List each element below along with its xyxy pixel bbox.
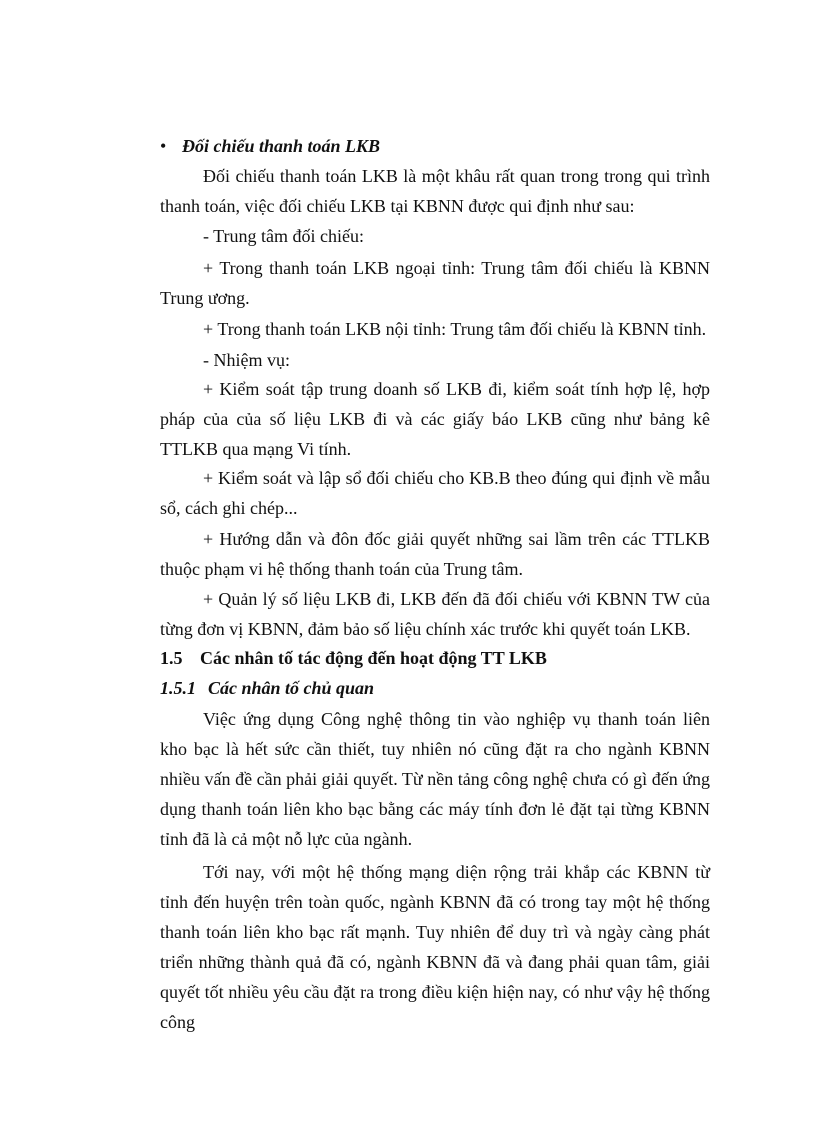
section-heading <box>160 643 710 673</box>
paragraph: + Trong thanh toán LKB ngoại tỉnh: Trung tâm đối chiếu là KBNN Trung ương. <box>160 258 710 308</box>
paragraph: Đối chiếu thanh toán LKB là một khâu rất quan trong trong qui trình thanh toán, việc đối chiếu LKB tại KBNN được qui định như sau: <box>160 166 710 216</box>
bullet-heading <box>160 131 710 161</box>
bullet-icon: • <box>160 136 167 156</box>
paragraph: + Kiểm soát và lập sổ đối chiếu cho KB.B theo đúng qui định về mẫu sổ, cách ghi chép... <box>160 468 710 518</box>
subsection-title: Các nhân tố chủ quan <box>208 678 375 698</box>
paragraph: Tới nay, với một hệ thống mạng diện rộng trải khắp các KBNN từ tỉnh đến huyện trên toàn quốc, ngành KBNN đã có trong tay một hệ thống thanh toán liên kho bạc rất mạnh. Tuy nhiên để duy trì và ngày càng phát triển những thành quả đã có, ngành KBNN đã và đang phải quan tâm, giải quyết tốt nhiều yêu cầu đặt ra trong điều kiện hiện nay, có như vậy hệ thống công <box>160 862 710 1032</box>
paragraph: - Nhiệm vụ: <box>203 350 290 370</box>
paragraph: + Quản lý số liệu LKB đi, LKB đến đã đối chiếu với KBNN TW của từng đơn vị KBNN, đảm bảo số liệu chính xác trước khi quyết toán LKB. <box>160 589 710 639</box>
paragraph: + Kiểm soát tập trung doanh số LKB đi, kiểm soát tính hợp lệ, hợp pháp của của số liệu LKB đi và các giấy báo LKB cũng như bảng kê TTLKB qua mạng Vi tính. <box>160 379 710 459</box>
paragraph: - Trung tâm đối chiếu: <box>203 226 364 246</box>
paragraph: Việc ứng dụng Công nghệ thông tin vào nghiệp vụ thanh toán liên kho bạc là hết sức cần thiết, tuy nhiên nó cũng đặt ra cho ngành KBNN nhiều vấn đề cần phải giải quyết. Từ nền tảng công nghệ chưa có gì đến ứng dụng thanh toán liên kho bạc bằng các máy tính đơn lẻ đặt tại từng KBNN tỉnh đã là cả một nỗ lực của ngành. <box>160 709 710 849</box>
bullet-heading-title: Đối chiếu thanh toán LKB <box>182 136 381 156</box>
section-number: 1.5 <box>160 648 183 668</box>
paragraph: + Hướng dẫn và đôn đốc giải quyết những sai lầm trên các TTLKB thuộc phạm vi hệ thống thanh toán của Trung tâm. <box>160 529 710 579</box>
subsection-heading <box>160 673 710 703</box>
paragraph: + Trong thanh toán LKB nội tỉnh: Trung tâm đối chiếu là KBNN tỉnh. <box>203 319 707 339</box>
section-title: Các nhân tố tác động đến hoạt động TT LKB <box>200 648 547 668</box>
subsection-number: 1.5.1 <box>160 678 196 698</box>
